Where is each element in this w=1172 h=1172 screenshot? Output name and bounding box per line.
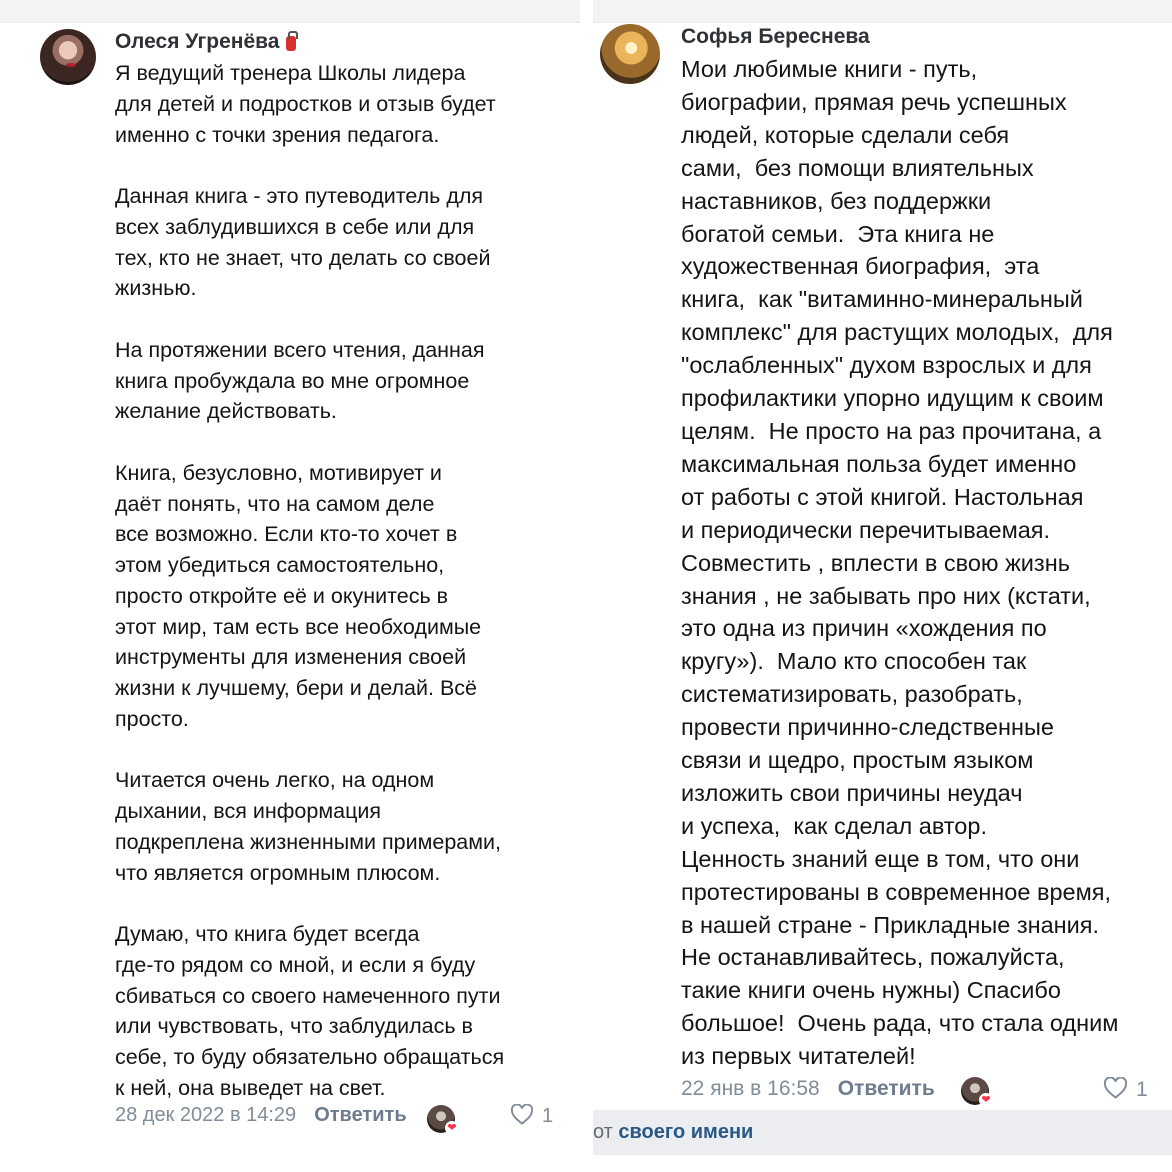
author-avatar[interactable] — [600, 24, 660, 84]
comment-text: Я ведущий тренера Школы лидера для детей и подростков и отзыв будет именно с точки зрения педагога. Данная книга - это путеводитель для всех заблудившихся в себе или для тех, кто не знает, что делать со своей жизнью. На протяжении всего чтения, данная книга пробуждала во мне огромное желание действовать. Книга, безусловно, мотивирует и даёт понять, что на самом деле все возможно. Если кто-то хочет в этом убедиться самостоятельно, просто откройте её и окунитесь в этот мир, там есть все необходимые инструменты для изменения своей жизни к лучшему, бери и делай. Всё просто. Читается очень легко, на одном дыхании, вся информация подкреплена жизненными примерами, что является огромным плюсом. Думаю, что книга будет всегда где-то рядом со мной, и если я буду сбиваться со своего намеченного пути или чувствовать, что заблудилась в себе, то буду обязательно обращаться к ней, она выведет на свет. — [115, 61, 505, 1100]
like-count: 1 — [1136, 1078, 1148, 1101]
comment-meta — [115, 1104, 407, 1127]
reactor-avatar[interactable] — [427, 1105, 455, 1133]
comment-panel-left — [0, 0, 580, 1172]
comment-date[interactable]: 22 янв в 16:58 — [681, 1077, 820, 1100]
comment-text: Мои любимые книги - путь, биографии, прямая речь успешных людей, которые сделали себя сами, без помощи влиятельных наставников, без поддержки богатой семьи. Эта книга не художественная биография, эта книга, как "витаминно-минеральный комплекс" для растущих молодых, для "ослабленных" духом взрослых и для профилактики упорно идущим к своим целям. Не просто на раз прочитана, а максимальная польза будет именно от работы с этой книгой. Настольная и периодически перечитываемая. Совместить , вплести в свою жизнь знания , не забывать про них (кстати, это одна из причин «хождения по кругу»). Мало кто способен так систематизировать, разобрать, провести причинно-следственные связи и щедро, простым языком изложить свои причины неудач и успеха, как сделал автор. Ценность знаний еще в том, что они протестированы в современное время, в нашей стране - Прикладные знания. Не останавливайтесь, пожалуйста, такие книги очень нужны) Спасибо большое! Очень рада, что стала одним из первых читателей! — [681, 56, 1119, 1070]
author-avatar[interactable] — [40, 29, 96, 85]
like-button[interactable] — [510, 1104, 553, 1128]
like-button[interactable] — [1103, 1077, 1148, 1102]
reaction-heart-icon: ❤ — [979, 1093, 993, 1107]
avatar-detail — [66, 63, 76, 67]
top-divider — [0, 0, 580, 23]
comment-meta — [681, 1077, 935, 1101]
post-as-name[interactable]: своего имени — [618, 1121, 754, 1143]
fire-extinguisher-icon — [285, 31, 297, 51]
reaction-heart-icon: ❤ — [445, 1121, 459, 1135]
reply-button[interactable]: Ответить — [314, 1104, 407, 1126]
author-name[interactable] — [115, 30, 297, 54]
top-divider — [593, 0, 1172, 23]
heart-outline-icon — [1103, 1077, 1128, 1099]
reactor-avatar[interactable] — [961, 1077, 989, 1105]
author-name-text: Олеся Угренёва — [115, 30, 280, 53]
like-count: 1 — [542, 1105, 554, 1127]
author-name[interactable]: Софья Береснева — [681, 25, 870, 48]
comment-date[interactable]: 28 дек 2022 в 14:29 — [115, 1104, 297, 1126]
heart-outline-icon — [510, 1104, 534, 1125]
post-as-selector[interactable] — [593, 1121, 753, 1144]
reply-button[interactable]: Ответить — [837, 1077, 935, 1100]
comment-panel-right — [593, 0, 1172, 1172]
post-as-prefix: от — [593, 1121, 613, 1143]
